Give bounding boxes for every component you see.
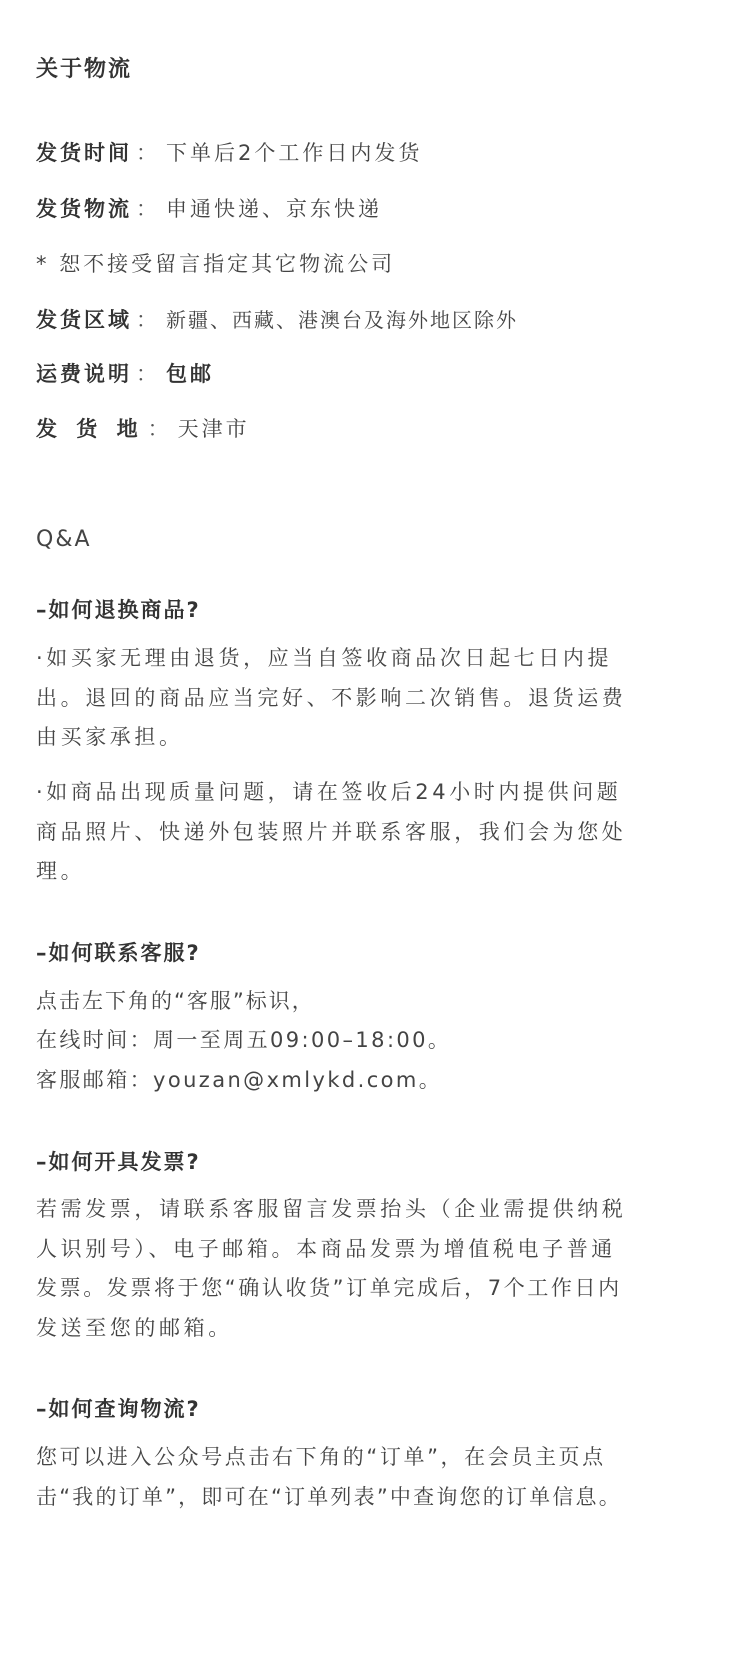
answer-line: 发票。发票将于您“确认收货”订单完成后，7个工作日内 [36,1276,622,1300]
info-value: 下单后2个工作日内发货 [166,141,423,165]
info-separator: ： [136,308,160,332]
answer-line: 商品照片、快递外包装照片并联系客服，我们会为您处 [36,820,627,844]
answer-line: 客服邮箱：youzan@xmlykd.com。 [36,1068,443,1092]
info-separator: ： [136,362,160,386]
qa-title: Q&A [36,527,92,552]
answer-line: 击“我的订单”，即可在“订单列表”中查询您的订单信息。 [36,1485,622,1509]
info-separator: ： [136,197,160,221]
answer-line: 您可以进入公众号点击右下角的“订单”，在会员主页点 [36,1445,606,1469]
answer-line: 点击左下角的“客服”标识， [36,989,315,1013]
info-separator: ： [147,417,172,441]
info-label: 发货物流 [36,197,132,221]
answer-line: 发送至您的邮箱。 [36,1316,233,1340]
info-note: * 恕不接受留言指定其它物流公司 [36,252,396,276]
info-value: 包邮 [166,362,214,386]
answer-line: 人识别号）、电子邮箱。本商品发票为增值税电子普通 [36,1237,616,1261]
info-value: 天津市 [177,417,250,441]
question-title: –如何开具发票? [36,1150,201,1174]
question-title: –如何退换商品? [36,598,201,622]
question-title: –如何联系客服? [36,941,201,965]
info-row-origin [36,413,250,443]
info-row-ship-time [36,137,422,167]
info-label: 发货区域 [36,308,132,332]
answer-line: 出。退回的商品应当完好、不影响二次销售。退货运费 [36,686,627,710]
answer-line: 若需发票，请联系客服留言发票抬头（企业需提供纳税 [36,1197,627,1221]
question-title: –如何查询物流? [36,1397,201,1421]
info-row-shipping-fee [36,358,214,388]
answer-line: ·如商品出现质量问题，请在签收后24小时内提供问题 [36,780,622,804]
info-value: 申通快递、京东快递 [166,197,382,221]
logistics-title: 关于物流 [36,57,133,82]
info-label: 发货时间 [36,141,132,165]
info-label: 发 货 地 [36,417,144,441]
info-separator: ： [136,141,160,165]
info-value: 新疆、西藏、港澳台及海外地区除外 [166,308,518,332]
answer-line: ·如买家无理由退货，应当自签收商品次日起七日内提 [36,646,613,670]
info-row-carrier [36,193,382,223]
answer-line: 理。 [36,859,86,883]
answer-line: 在线时间：周一至周五09:00–18:00。 [36,1028,452,1052]
info-row-region [36,304,518,334]
answer-line: 由买家承担。 [36,725,184,749]
info-label: 运费说明 [36,362,132,386]
